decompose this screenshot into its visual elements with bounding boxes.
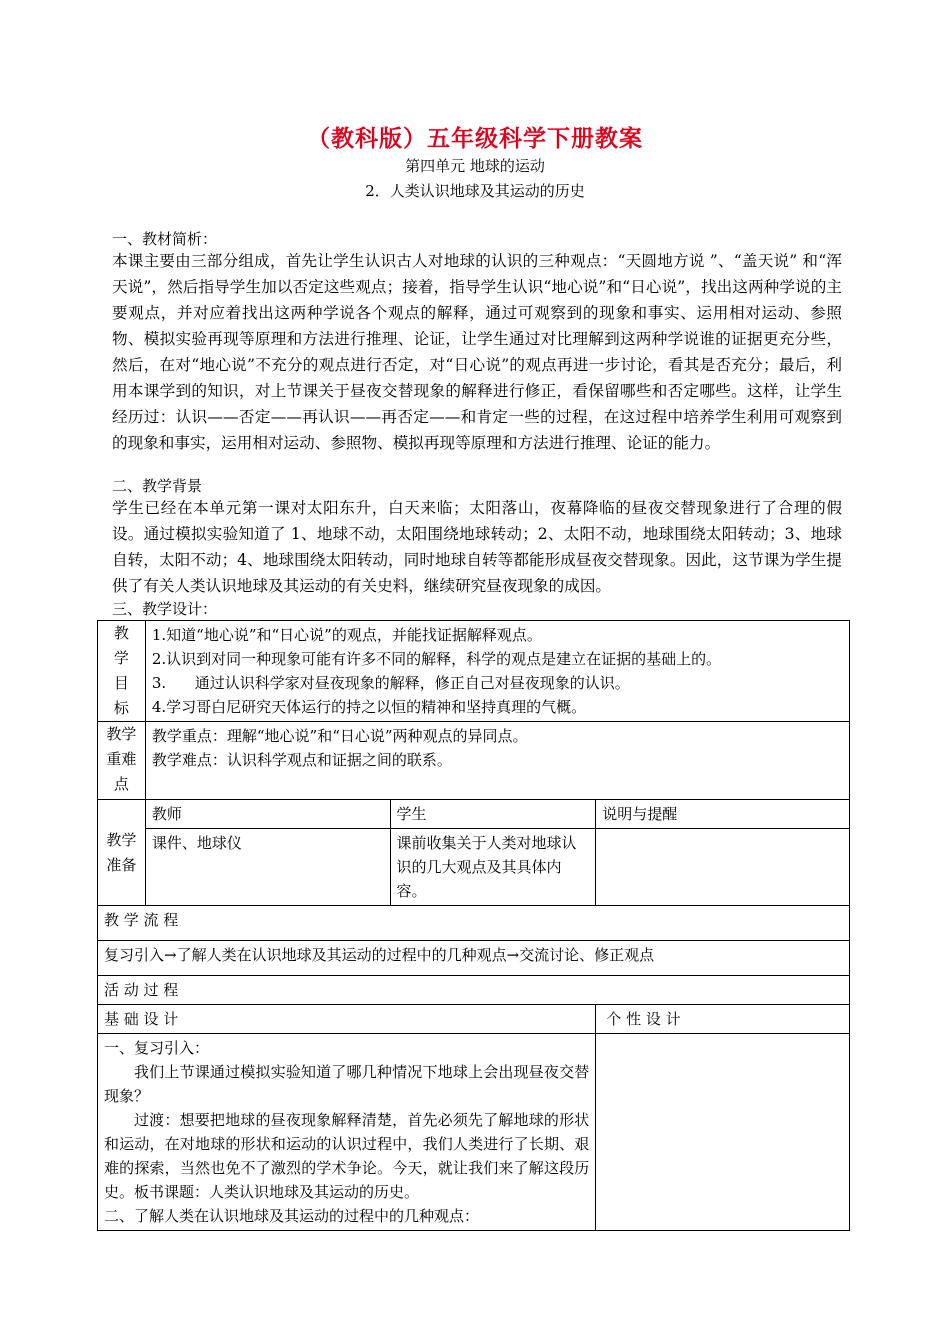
- goal-item: 2.认识到对同一种现象可能有许多不同的解释，科学的观点是建立在证据的基础上的。: [151, 650, 722, 668]
- goal-item: 1.知道“地心说”和“日心说”的观点，并能找证据解释观点。: [151, 626, 542, 644]
- transition-text: 过渡：想要把地球的昼夜现象解释清楚，首先必须先了解地球的形状和运动，在对地球的形状和运动的认识过程中，我们人类进行了长期、艰难的探索，当然也免不了激烈的学术争论。今天，就让我们来了解这段历史。板书课题：人类认识地球及其运动的历史。: [104, 1111, 590, 1201]
- activity-step1: 一、复习引入：: [104, 1039, 210, 1057]
- section1-body: 本课主要由三部分组成，首先让学生认识古人对地球的认识的三种观点：“天圆地方说 ”、“盖天说” 和“浑天说”，然后指导学生加以否定这些观点；接着，指导学生认识“地心说”和“日心说”，找出这两种学说的主要观点，并对应着找出这两种学说各个观点的解释，通过可观察到的现象和事实、运用相对运动、参照物、模拟实验再现等原理和方法进行推理、论证，让学生通过对比理解到这两种学说谁的证据更充分些，然后，在对“地心说”不充分的观点进行否定，对“日心说”的观点再进一步讨论，看其是否充分；最后，利用本课学到的知识，对上节课关于昼夜交替现象的解释进行修正，看保留哪些和否定哪些。这样，让学生经历过：认识——否定——再认识——再否定——和肯定一些的过程，在这过程中培养学生利用可观察到的现象和事实，运用相对运动、参照物、模拟再现等原理和方法进行推理、论证的能力。: [112, 252, 842, 452]
- section1-heading: 一、教材简析：: [112, 230, 218, 248]
- flow-label-row: [98, 906, 850, 941]
- key-point: 教学重点：理解“地心说”和“日心说”两种观点的异同点。: [151, 727, 528, 745]
- activity-label: 活 动 过 程: [98, 976, 850, 1005]
- goal-item: 4.学习哥白尼研究天体运行的持之以恒的精神和坚持真理的气概。: [151, 698, 587, 716]
- basic-design-content: [98, 1034, 596, 1231]
- goals-label: 教 学 目 标: [98, 621, 146, 722]
- prep-teacher: 课件、地球仪: [145, 829, 390, 906]
- prep-label: 教学 准备: [98, 800, 146, 906]
- goals-row: [98, 621, 850, 722]
- prep-header-note: 说明与提醒: [596, 800, 850, 829]
- keypoints-label: 教学 重难 点: [98, 722, 146, 800]
- personal-design-header: 个 性 设 计: [596, 1005, 850, 1034]
- section3-heading: 三、教学设计：: [112, 600, 218, 618]
- flow-content: 复习引入→了解人类在认识地球及其运动的过程中的几种观点→交流讨论、修正观点: [98, 941, 850, 976]
- prep-header-teacher: 教师: [145, 800, 390, 829]
- activity-row: [98, 1034, 850, 1231]
- lesson-subtitle: 2．人类认识地球及其运动的历史: [365, 182, 585, 200]
- prep-header-row: [98, 800, 850, 829]
- keypoints-row: [98, 722, 850, 800]
- section2-body: 学生已经在本单元第一课对太阳东升，白天来临；太阳落山，夜幕降临的昼夜交替现象进行了合理的假设。通过模拟实验知道了 1、地球不动，太阳围绕地球转动；2、太阳不动，地球围绕太阳转动；3、地球自转，太阳不动；4、地球围绕太阳转动，同时地球自转等都能形成昼夜交替现象。因此，这节课为学生提供了有关人类认识地球及其运动的有关史料，继续研究昼夜现象的成因。: [112, 499, 842, 595]
- prep-header-student: 学生: [390, 800, 596, 829]
- goal-item: 3. 通过认识科学家对昼夜现象的解释，修正自己对昼夜现象的认识。: [151, 674, 630, 692]
- difficult-point: 教学难点：认识科学观点和证据之间的联系。: [151, 751, 452, 769]
- activity-step2: 二、了解人类在认识地球及其运动的过程中的几种观点：: [104, 1207, 480, 1225]
- keypoints-content: [145, 722, 849, 800]
- goals-content: [145, 621, 849, 722]
- lesson-design-table: [97, 620, 850, 1231]
- unit-subtitle: 第四单元 地球的运动: [405, 157, 545, 175]
- personal-design-content: [596, 1034, 850, 1231]
- prep-student: 课前收集关于人类对地球认识的几大观点及其具体内容。: [390, 829, 596, 906]
- activity-label-row: [98, 976, 850, 1005]
- basic-design-header: 基 础 设 计: [98, 1005, 596, 1034]
- design-header-row: [98, 1005, 850, 1034]
- prep-content-row: [98, 829, 850, 906]
- document-title: （教科版）五年级科学下册教案: [307, 126, 643, 152]
- section2-heading: 二、教学背景: [112, 477, 203, 495]
- review-question: 我们上节课通过模拟实验知道了哪几种情况下地球上会出现昼夜交替现象？: [104, 1063, 590, 1105]
- prep-note: [596, 829, 850, 906]
- flow-label: 教 学 流 程: [98, 906, 850, 941]
- flow-row: [98, 941, 850, 976]
